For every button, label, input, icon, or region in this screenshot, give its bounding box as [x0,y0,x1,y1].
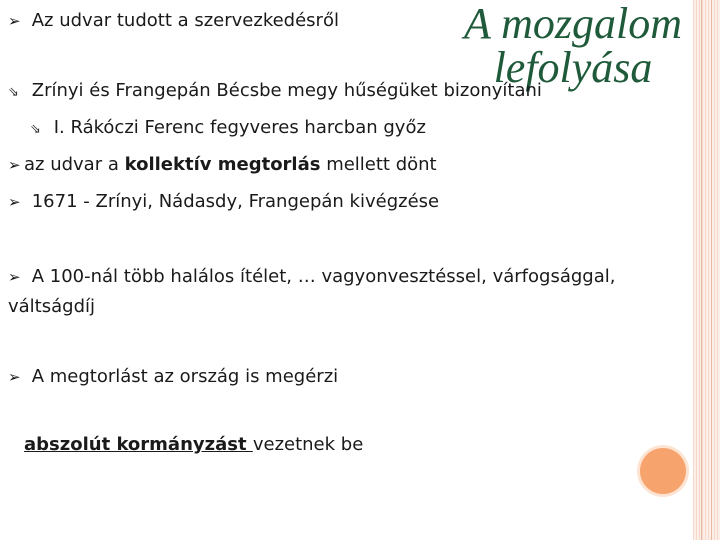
line-text: váltságdíj [8,296,96,317]
bullet-line-4 [8,154,437,176]
bullet-line-3 [30,117,426,141]
line-text-bold: kollektív megtorlás [124,154,321,175]
bullet-line-2 [8,80,542,104]
bullet-line-6-continued [8,296,95,318]
line-text-pre: az udvar a [24,154,125,175]
line-text: Az udvar tudott a szervezkedésről [31,10,339,31]
line-text: A megtorlást az ország is megérzi [31,366,339,387]
slide-title: A mozgalom lefolyása [464,0,682,92]
line-text-post: mellett dönt [320,154,437,175]
arrow-bullet-icon: ➢ [8,12,21,30]
arrow-bullet-icon: ➢ [8,193,21,211]
line-8 [24,434,363,456]
line-text: Zrínyi és Frangepán Bécsbe megy hűségüket bizonyítani [31,80,542,101]
arrow-bullet-icon: ➢ [8,156,21,174]
line-text-bold-underlined: abszolút kormányzást [24,434,253,455]
line-text: 1671 - Zrínyi, Nádasdy, Frangepán kivégzése [31,191,440,212]
arrow-bullet-icon: ➢ [8,268,21,286]
bullet-line-1 [8,10,339,32]
bullet-line-5 [8,191,439,213]
decorative-orange-circle [640,448,686,494]
bullet-line-6 [8,266,615,288]
line-text-post: vezetnek be [252,434,364,455]
hollow-arrow-bullet-icon: ⇘ [8,85,19,100]
bullet-line-7 [8,366,338,388]
hollow-arrow-bullet-icon: ⇘ [30,122,41,137]
line-text: I. Rákóczi Ferenc fegyveres harcban győz [53,117,426,138]
decorative-right-border [693,0,720,540]
arrow-bullet-icon: ➢ [8,368,21,386]
line-text: A 100-nál több halálos ítélet, … vagyonvesztéssel, várfogsággal, [31,266,616,287]
